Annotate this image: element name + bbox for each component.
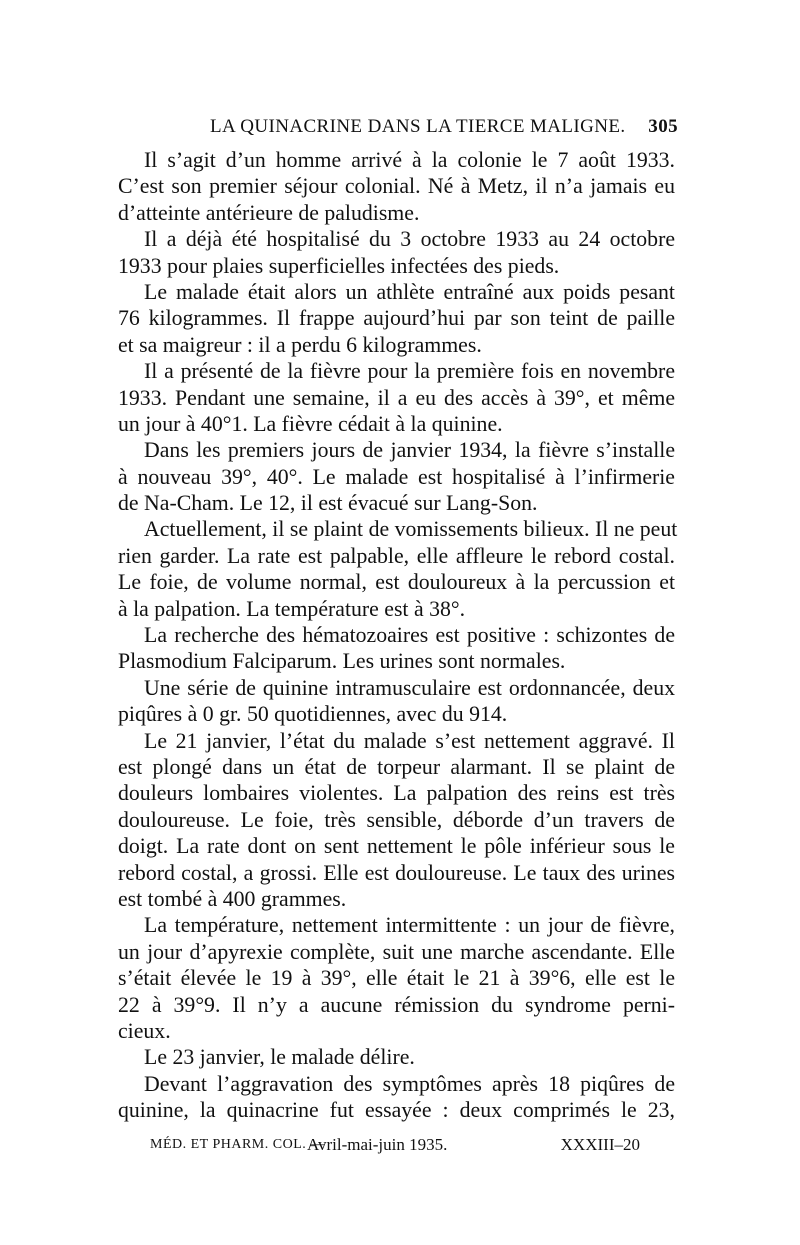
- text-line: Le 23 janvier, le malade délire.: [144, 1045, 415, 1070]
- text-line: Devant l’aggravation des symptômes après 18 piqûres de: [144, 1071, 675, 1096]
- text-line: Le 21 janvier, l’état du malade s’est nettement aggravé. Il: [144, 728, 675, 753]
- text-line: 1933. Pendant une semaine, il a eu des accès à 39°, et même: [118, 385, 675, 410]
- body-text: [118, 147, 678, 1123]
- text-line: Il a déjà été hospitalisé du 3 octobre 1933 au 24 octobre: [144, 227, 675, 252]
- text-line: C’est son premier séjour colonial. Né à Metz, il n’a jamais eu: [118, 174, 675, 199]
- text-line: Dans les premiers jours de janvier 1934, la fièvre s’installe: [144, 438, 675, 463]
- text-line: douloureuse. Le foie, très sensible, déborde d’un travers de: [118, 807, 675, 832]
- text-line: 1933 pour plaies superficielles infectées des pieds.: [118, 253, 560, 278]
- text-line: piqûres à 0 gr. 50 quotidiennes, avec du 914.: [118, 702, 508, 727]
- footer-signature: XXXIII–20: [560, 1135, 640, 1154]
- running-title: LA QUINACRINE DANS LA TIERCE MALIGNE.: [210, 116, 626, 137]
- text-line: est plongé dans un état de torpeur alarmant. Il se plaint de: [118, 754, 675, 779]
- text-line: quinine, la quinacrine fut essayée : deux comprimés le 23,: [118, 1098, 675, 1123]
- text-line: d’atteinte antérieure de paludisme.: [118, 200, 420, 225]
- text-line: douleurs lombaires violentes. La palpation des reins est très: [118, 781, 675, 806]
- text-line: rien garder. La rate est palpable, elle affleure le rebord costal.: [118, 543, 675, 568]
- text-line: Il s’agit d’un homme arrivé à la colonie le 7 août 1933.: [144, 148, 675, 172]
- text-line: et sa maigreur : il a perdu 6 kilogrammes.: [118, 332, 482, 357]
- text-line: rebord costal, a grossi. Elle est douloureuse. Le taux des urines: [118, 860, 675, 885]
- text-line: s’était élevée le 19 à 39°, elle était le 21 à 39°6, elle est le: [118, 966, 675, 991]
- text-line: de Na-Cham. Le 12, il est évacué sur Lang-Son.: [118, 491, 538, 516]
- text-line: doigt. La rate dont on sent nettement le pôle inférieur sous le: [118, 834, 675, 859]
- text-line: à la palpation. La température est à 38°.: [118, 596, 466, 621]
- text-line: Actuellement, il se plaint de vomissements bilieux. Il ne peut: [144, 517, 678, 542]
- running-header: [118, 116, 678, 142]
- text-line: est tombé à 400 grammes.: [118, 886, 347, 911]
- page-number: 305: [648, 116, 678, 137]
- text-line: 22 à 39°9. Il n’y a aucune rémission du syndrome perni-: [118, 992, 675, 1017]
- text-line: La température, nettement intermittente : un jour de fièvre,: [144, 913, 675, 938]
- text-line: Le foie, de volume normal, est douloureux à la percussion et: [118, 570, 675, 595]
- text-line: Plasmodium Falciparum. Les urines sont normales.: [118, 649, 566, 674]
- text-line: 76 kilogrammes. Il frappe aujourd’hui par son teint de paille: [118, 306, 675, 331]
- text-line: un jour à 40°1. La fièvre cédait à la quinine.: [118, 411, 503, 436]
- text-line: Il a présenté de la fièvre pour la première fois en novembre: [144, 359, 675, 384]
- text-line: un jour d’apyrexie complète, suit une marche ascendante. Elle: [118, 939, 675, 964]
- footer-date: Avril-mai-juin 1935.: [307, 1135, 448, 1154]
- text-line: cieux.: [118, 1018, 171, 1043]
- text-line: Une série de quinine intramusculaire est ordonnancée, deux: [144, 675, 675, 700]
- text-line: La recherche des hématozoaires est positive : schizontes de: [144, 623, 675, 648]
- page-footer: [150, 1134, 640, 1158]
- footer-journal: MÉD. ET PHARM. COL. —: [150, 1137, 325, 1152]
- text-line: à nouveau 39°, 40°. Le malade est hospitalisé à l’infirmerie: [118, 464, 675, 489]
- text-line: Le malade était alors un athlète entraîné aux poids pesant: [144, 279, 675, 304]
